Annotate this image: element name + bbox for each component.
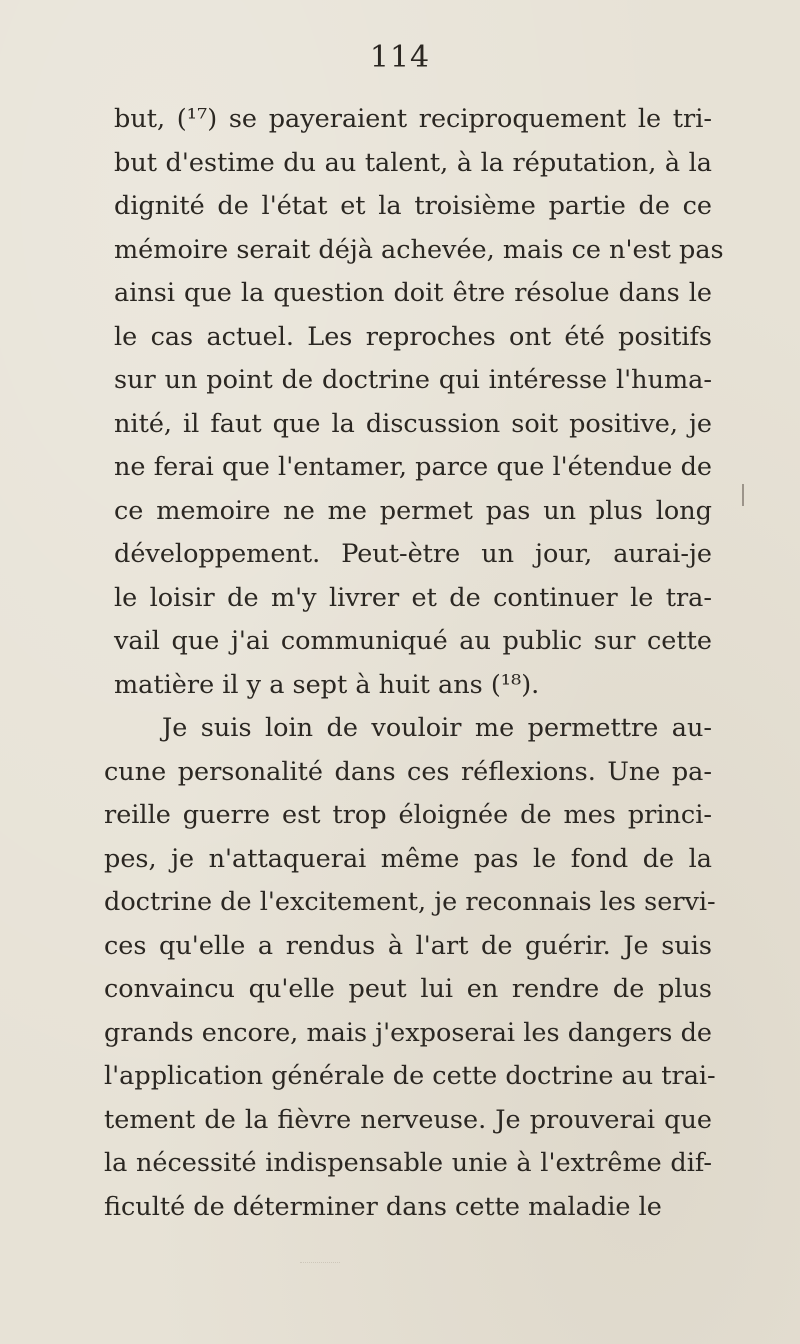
text-line: convaincu qu'elle peut lui en rendre de plus — [104, 974, 712, 1004]
text-line: le loisir de m'y livrer et de continuer le tra- — [114, 582, 712, 613]
text-line: nité, il faut que la discussion soit positive, je — [114, 408, 712, 439]
text-line: grands encore, mais j'exposerai les dangers de — [104, 1017, 712, 1048]
text-line: ces qu'elle a rendus à l'art de guérir. Je suis — [104, 930, 712, 961]
text-line: but d'estime du au talent, à la réputation, à la — [114, 147, 712, 178]
body-text — [92, 98, 724, 1229]
text-line: pes, je n'attaquerai même pas le fond de la — [104, 843, 712, 874]
text-line: sur un point de doctrine qui intéresse l'huma- — [114, 365, 712, 395]
text-line: dignité de l'état et la troisième partie de ce — [114, 191, 712, 221]
text-line: ce memoire ne me permet pas un plus long — [114, 495, 712, 526]
text-line: l'application générale de cette doctrine au trai- — [104, 1061, 716, 1091]
text-line: ficulté de déterminer dans cette maladie le — [104, 1191, 662, 1222]
page-number: 114 — [369, 40, 431, 75]
text-line: ainsi que la question doit être résolue dans le — [114, 278, 712, 308]
text-line: doctrine de l'excitement, je reconnais les servi- — [104, 887, 716, 917]
text-line: ne ferai que l'entamer, parce que l'étendue de — [114, 452, 712, 482]
text-line: vail que j'ai communiqué au public sur cette — [114, 626, 712, 656]
text-line: matière il y a sept à huit ans (¹⁸). — [114, 669, 540, 700]
text-line: tement de la fièvre nerveuse. Je prouverai que — [104, 1104, 712, 1135]
text-line: cune personalité dans ces réflexions. Une pa- — [104, 756, 712, 787]
text-line: la nécessité indispensable unie à l'extrême dif- — [104, 1148, 712, 1178]
text-line: Je suis loin de vouloir me permettre au- — [162, 713, 712, 743]
margin-mark — [742, 484, 744, 506]
bleed-through-mark — [300, 1262, 340, 1283]
text-line: mémoire serait déjà achevée, mais ce n'est pas — [114, 234, 724, 265]
text-line: développement. Peut-ètre un jour, aurai-je — [114, 539, 712, 569]
text-line: but, (¹⁷) se payeraient reciproquement le tri- — [114, 104, 712, 134]
text-line: reille guerre est trop éloignée de mes princi- — [104, 800, 712, 830]
text-line: le cas actuel. Les reproches ont été positifs — [114, 321, 712, 352]
